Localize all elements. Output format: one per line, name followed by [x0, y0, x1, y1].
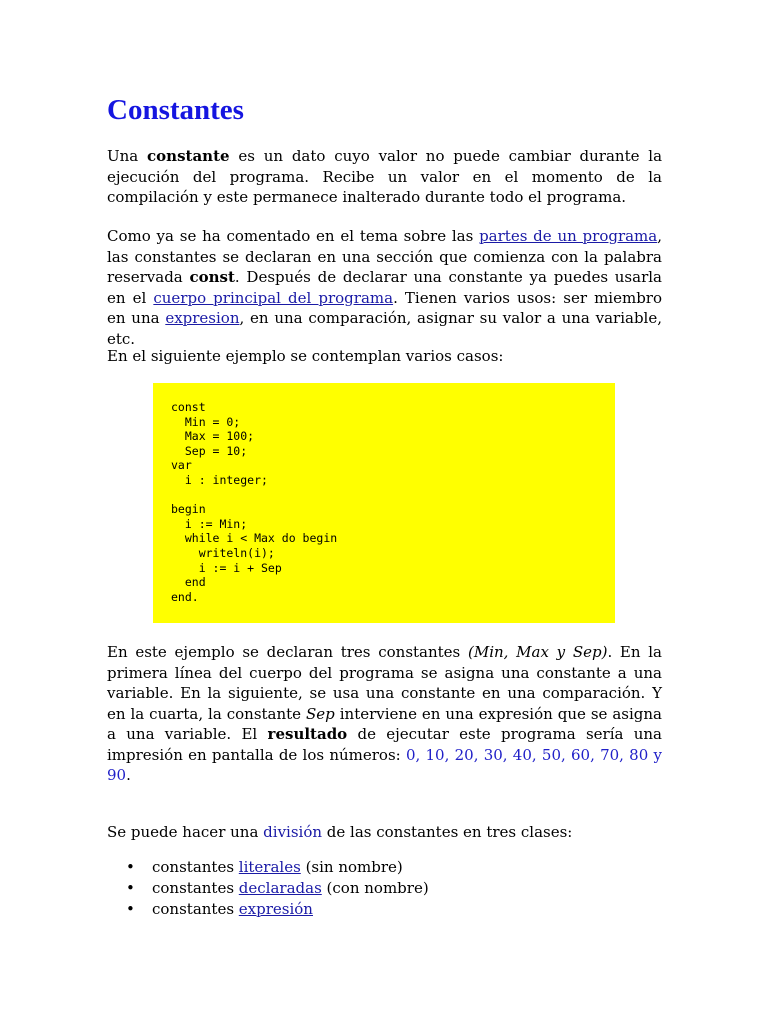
bullet-icon: • — [126, 900, 135, 918]
link-cuerpo-principal[interactable]: cuerpo principal del programa — [153, 288, 394, 307]
paragraph-text: Se puede hacer una — [107, 823, 264, 841]
list-item-prefix: constantes — [152, 879, 239, 897]
list-item-suffix: (sin nombre) — [300, 858, 403, 876]
paragraph-text: interviene en una expresión que se asigna a una variable. El — [107, 704, 662, 743]
bold-term-const: const — [189, 268, 235, 286]
paragraph-explanation — [107, 642, 662, 786]
paragraph-definition — [107, 146, 662, 208]
paragraph-text: . Después de declarar una constante ya puedes usarla en el — [107, 268, 662, 307]
list-item-prefix: constantes — [152, 858, 239, 876]
link-expresion[interactable]: expresion — [165, 309, 240, 327]
paragraph-text: de las constantes en tres clases: — [322, 823, 573, 841]
bold-term-constante: constante — [147, 147, 230, 165]
code-listing: const Min = 0; Max = 100; Sep = 10; var i : integer; begin i := Min; while i < Max do begin writeln(i); i := i + Sep end end. — [171, 400, 338, 604]
list-item — [107, 878, 429, 899]
page-title: Constantes — [107, 94, 244, 126]
paragraph-text: , las constantes se declaran en una sección que comienza con la palabra reservada — [107, 227, 663, 286]
italic-constant-names: (Min, Max y Sep) — [467, 643, 608, 661]
constant-classes-list — [107, 857, 429, 920]
list-item — [107, 857, 429, 878]
list-item-prefix: constantes — [152, 900, 239, 918]
paragraph-text: Una — [107, 147, 148, 165]
paragraph-text: de ejecutar este programa sería una impresión en pantalla de los números: — [107, 725, 663, 764]
link-partes-de-un-programa[interactable]: partes de un programa — [479, 227, 658, 245]
paragraph-text: . — [126, 766, 131, 784]
bullet-icon: • — [126, 858, 135, 876]
paragraph-declaration — [107, 226, 662, 349]
link-literales[interactable]: literales — [238, 858, 301, 876]
paragraph-text: Como ya se ha comentado en el tema sobre las — [107, 227, 480, 245]
paragraph-example-intro: En el siguiente ejemplo se contemplan varios casos: — [107, 347, 504, 365]
term-division: división — [263, 823, 323, 841]
paragraph-text: . En la primera línea del cuerpo del programa se asigna una constante a una variable. En la siguiente, se usa una constante en una comparación. Y en la cuarta, la constante — [107, 643, 663, 723]
paragraph-text: es un dato cuyo valor no puede cambiar durante la ejecución del programa. Recibe un valor en el momento de la compilación y este permanece inalterado durante todo el programa. — [107, 147, 663, 206]
paragraph-text: , en una comparación, asignar su valor a una variable, etc. — [107, 309, 662, 348]
code-example-box — [153, 383, 615, 623]
paragraph-text: En este ejemplo se declaran tres constantes — [107, 643, 468, 661]
link-expresion-class[interactable]: expresión — [238, 900, 313, 918]
list-item — [107, 899, 429, 920]
paragraph-text: . Tienen varios usos: ser miembro en una — [107, 288, 662, 327]
link-declaradas[interactable]: declaradas — [238, 879, 322, 897]
list-item-suffix: (con nombre) — [321, 879, 429, 897]
paragraph-classes-intro — [107, 822, 662, 843]
bullet-icon: • — [126, 879, 135, 897]
output-numbers: 0, 10, 20, 30, 40, 50, 60, 70, 80 y 90 — [107, 745, 662, 784]
bold-term-resultado: resultado — [267, 725, 348, 743]
italic-sep: Sep — [306, 704, 335, 723]
